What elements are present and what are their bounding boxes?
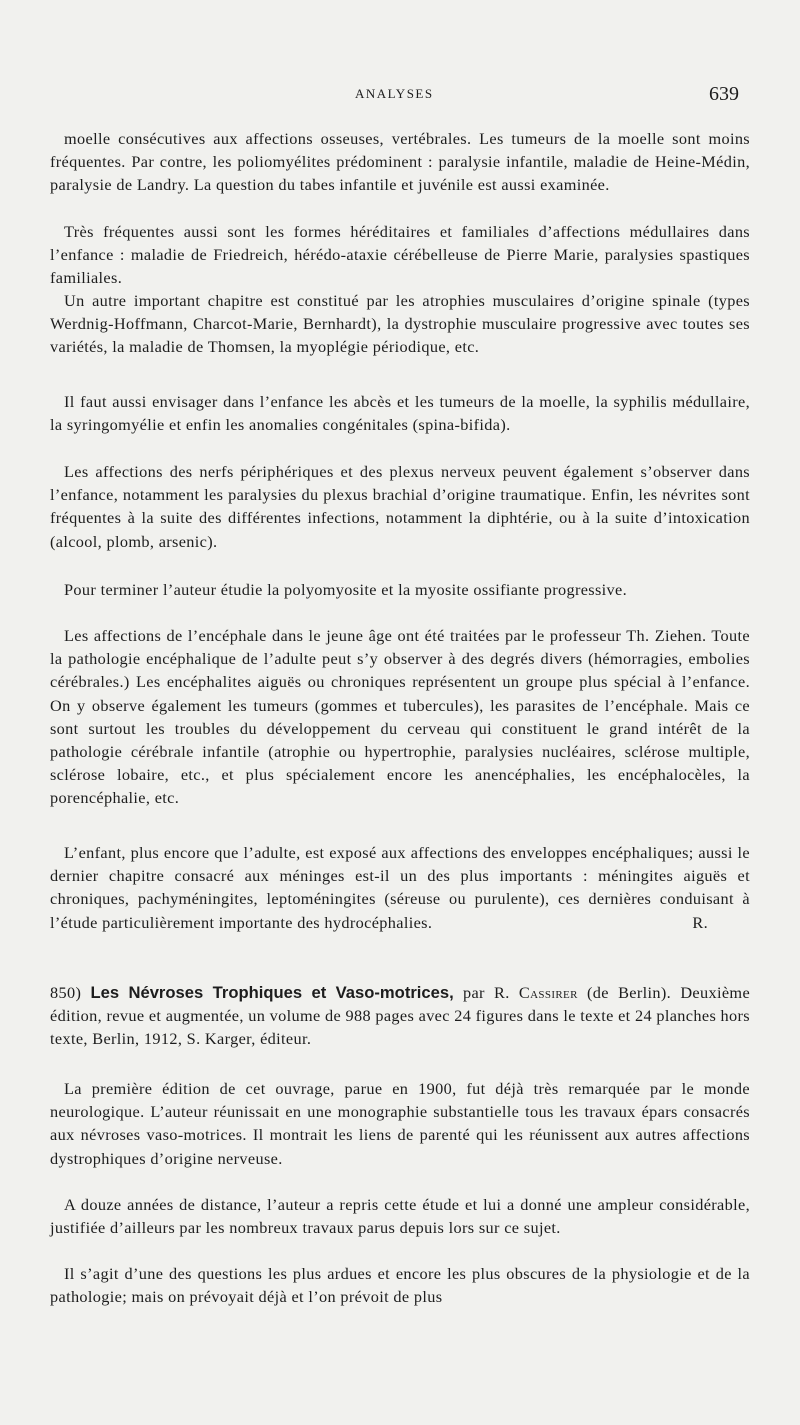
paragraph-meninges-text: L’enfant, plus encore que l’adulte, est exposé aux affections des enveloppes encéphaliques; aussi le dernier chapitre consacré aux méninges est-il un des plus importants : méningites aiguës et chroniques, pachyméningites, leptoméningites (séreuse ou purulente), ces dernières conduisant à l’étude particulièrement importante des hydrocéphalies. — [50, 843, 750, 932]
review-paragraph-difficulty: Il s’agit d’une des questions les plus ardues et encore les plus obscures de la physiologie et de la pathologie; mais on prévoyait déjà et l’on prévoit de plus — [50, 1264, 750, 1307]
paragraph-muscular-atrophies: Un autre important chapitre est constitué par les atrophies musculaires d’origine spinale (types Werdnig-Hoffmann, Charcot-Marie, Bernhardt), la dystrophie musculaire progressive avec toutes ses variétés, la maladie de Thomsen, la myoplégie périodique, etc. — [50, 291, 750, 357]
reference-details: (de Berlin). Deuxième édition, revue et augmentée, un volume de 988 pages avec 24 figures dans le texte et 24 planches hors texte, Berlin, 1912, S. Karger, éditeur. — [50, 983, 751, 1049]
reference-author: R. Cassirer — [494, 983, 578, 1002]
paragraph-hereditary-forms: Très fréquentes aussi sont les formes héréditaires et familiales d’affections médullaires dans l’enfance : maladie de Friedreich, hérédo-ataxie cérébelleuse de Pierre Marie, paralysies spastiques familiales. — [50, 222, 750, 288]
reference-by: par — [462, 983, 485, 1002]
paragraph-meninges — [50, 841, 750, 934]
running-title: ANALYSES — [355, 86, 434, 101]
bibliographic-reference — [50, 981, 750, 1051]
paragraph-myositis: Pour terminer l’auteur étudie la polyomyosite et la myosite ossifiante progressive. — [64, 580, 628, 599]
reference-title: Les Névroses Trophiques et Vaso-motrices, — [90, 983, 454, 1002]
paragraph-spinal-tumors: Il faut aussi envisager dans l’enfance les abcès et les tumeurs de la moelle, la syphilis médullaire, la syringomyélie et enfin les anomalies congénitales (spina-bifida). — [50, 392, 750, 435]
review-paragraph-first-edition: La première édition de cet ouvrage, parue en 1900, fut déjà très remarquée par le monde neurologique. L’auteur réunissait en une monographie substantielle tous les travaux épars consacrés aux névroses vaso-motrices. Il montrait les liens de parenté qui les réunissent aux autres affections dystrophiques d’origine nerveuse. — [50, 1079, 750, 1168]
page-number: 639 — [709, 83, 739, 105]
page-header — [0, 83, 800, 110]
paragraph-peripheral-nerves: Les affections des nerfs périphériques et des plexus nerveux peuvent également s’observer dans l’enfance, notamment les paralysies du plexus brachial d’origine traumatique. Enfin, les névrites sont fréquentes à la suite des différentes infections, notamment la diphtérie, ou à la suite d’intoxication (alcool, plomb, arsenic). — [50, 462, 750, 551]
reference-number: 850) — [50, 983, 82, 1002]
paragraph-encephalic-affections: Les affections de l’encéphale dans le jeune âge ont été traitées par le professeur Th. Ziehen. Toute la pathologie encéphalique de l’adulte peut s’y observer à des degrés divers (hémorragies, embolies cérébrales.) Les encéphalites aiguës ou chroniques représentent un groupe plus spécial à l’enfance. On y observe également les tumeurs (gommes et tubercules), les parasites de l’encéphale. Mais ce sont surtout les troubles du développement du cerveau qui constituent le grand intérêt de la pathologie cérébrale infantile (atrophie ou hypertrophie, paralysies nucléaires, sclérose multiple, sclérose lobaire, etc., et plus spécialement encore les anencéphalies, les encéphalocèles, la porencéphalie, etc. — [50, 626, 750, 808]
paragraph-spinal-affections: moelle consécutives aux affections osseuses, vertébrales. Les tumeurs de la moelle sont moins fréquentes. Par contre, les poliomyélites prédominent : paralysie infantile, maladie de Heine-Médin, paralysie de Landry. La question du tabes infantile et juvénile est aussi examinée. — [50, 129, 750, 195]
review-paragraph-second-edition: A douze années de distance, l’auteur a repris cette étude et lui a donné une ampleur considérable, justifiée d’ailleurs par les nombreux travaux parus depuis lors sur ce sujet. — [50, 1195, 750, 1238]
reviewer-signature: R. — [692, 912, 708, 932]
